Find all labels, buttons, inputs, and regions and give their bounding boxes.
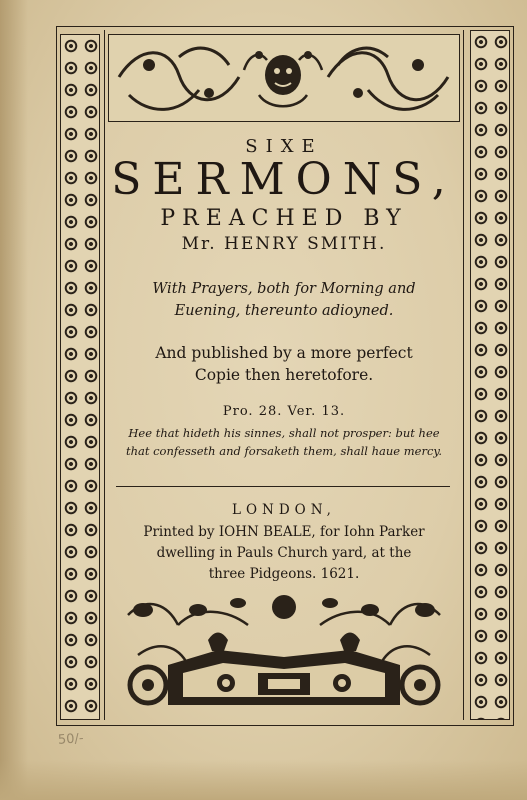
page-edge-shadow [0,0,28,800]
imprint-line-1: Printed by IOHN BEALE, for Iohn Parker [143,524,425,540]
page-bottom-shadow [0,760,527,800]
title-line-sermons: SERMONS, [111,154,457,205]
published-line-1: And published by a more perfect [155,344,413,362]
scripture-quote [108,424,460,460]
floral-urn-tailpiece-icon [108,585,460,715]
published-line-2: Copie then heretofore. [194,366,374,384]
imprint-city: LONDON, [232,502,336,518]
published-statement [108,342,460,386]
right-knotwork-border-icon [470,30,510,720]
quote-line-1: Hee that hideth his sinnes, shall not prosper: but hee [128,426,440,440]
title-line-preached-by: PREACHED BY [160,206,408,231]
handwritten-margin-note: 50/- [57,731,85,748]
prayers-line-1: With Prayers, both for Morning and [152,281,416,297]
imprint-line-2: dwelling in Pauls Church yard, at the [156,545,412,561]
scrollwork-headpiece-icon [108,34,460,122]
scripture-reference: Pro. 28. Ver. 13. [222,404,346,419]
title-line-sixe: SIXE [245,136,323,157]
imprint-divider-rule [116,486,450,487]
prayers-line-2: Euening, thereunto adioyned. [174,303,394,319]
prayers-statement [108,278,460,322]
left-knotwork-border-icon [60,34,100,720]
quote-line-2: that confesseth and forsaketh them, shall haue mercy. [125,444,443,458]
author-name: Mr. HENRY SMITH. [181,234,387,254]
imprint-line-3: three Pidgeons. 1621. [208,566,360,582]
imprint-block [108,522,460,585]
